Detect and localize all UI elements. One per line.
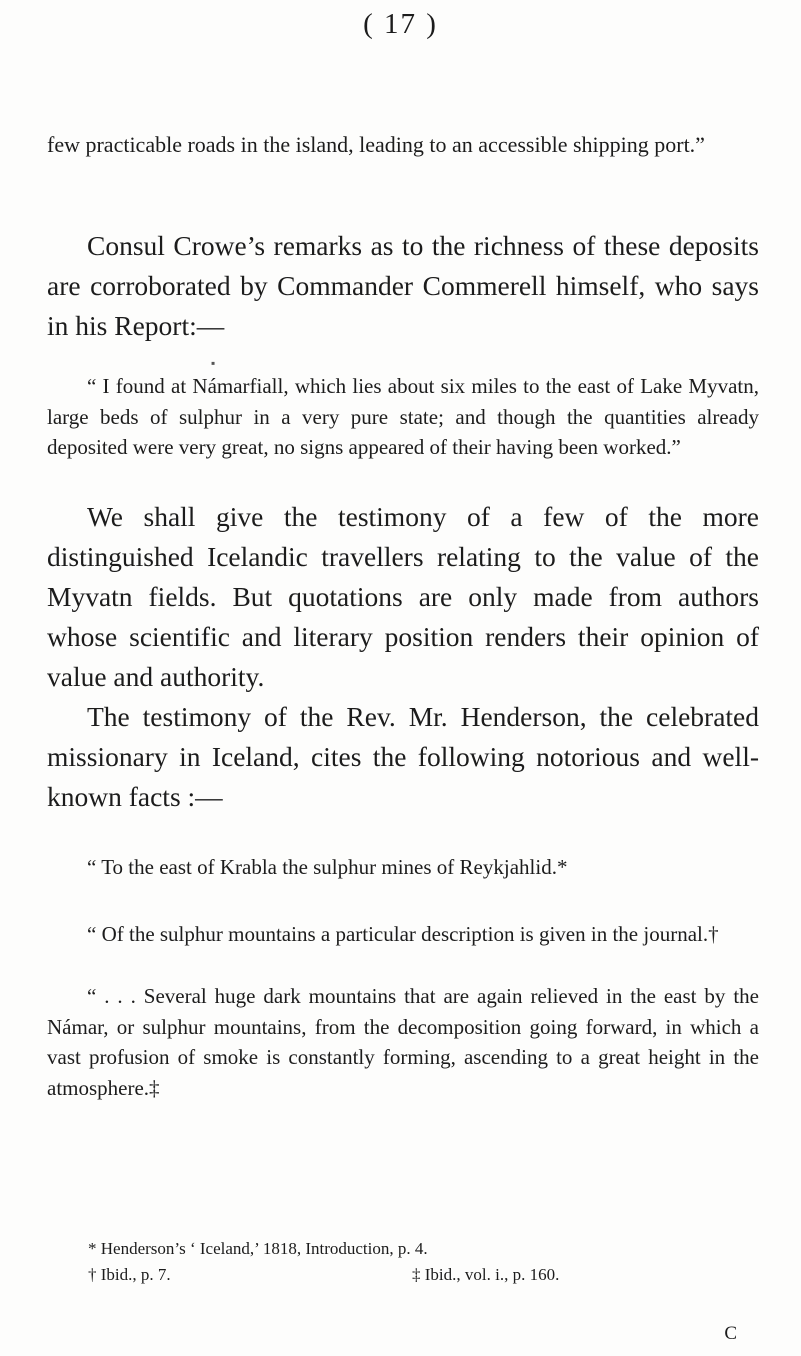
paragraph-continuation: few practicable roads in the island, leading to an accessible shipping port.” xyxy=(47,132,705,157)
quote-sulphur-mountains: “ Of the sulphur mountains a particular description is given in the journal.† xyxy=(87,922,719,946)
paragraph-henderson: The testimony of the Rev. Mr. Henderson, the celebrated missionary in Iceland, cites the following notorious and well-known facts :— xyxy=(47,701,759,812)
footnote-3: ‡ Ibid., vol. i., p. 160. xyxy=(412,1265,560,1284)
footnote-1: * Henderson’s ‘ Iceland,’ 1818, Introduction, p. 4. xyxy=(88,1239,428,1258)
quote-several-huge-mountains: “ . . . Several huge dark mountains that are again relieved in the east by the Námar, or sulphur mountains, from the decomposition going forward, in which a vast profusion of smoke is constantly forming, ascending to a great height in the atmosphere.‡ xyxy=(47,984,759,1100)
quote-commerell-report: “ I found at Námarfiall, which lies about six miles to the east of Lake Myvatn, large beds of sulphur in a very pure state; and though the quantities already deposited were very great, no signs appeared of their having been worked.” xyxy=(47,374,759,459)
paragraph-consul-crowe: Consul Crowe’s remarks as to the richness of these deposits are corroborated by Commander Commerell himself, who says in his Report:— xyxy=(47,230,759,341)
page-header: ( 17 ) xyxy=(363,8,438,40)
printing-speck: ▪ xyxy=(211,356,216,370)
signature-mark: C xyxy=(724,1323,737,1344)
footnote-2: † Ibid., p. 7. xyxy=(88,1265,171,1284)
paragraph-testimony: We shall give the testimony of a few of the more distinguished Icelandic travellers relating to the value of the Myvatn fields. But quotations are only made from authors whose scientific and literary position renders their opinion of value and authority. xyxy=(47,501,759,692)
quote-krabla: “ To the east of Krabla the sulphur mines of Reykjahlid.* xyxy=(87,855,568,879)
